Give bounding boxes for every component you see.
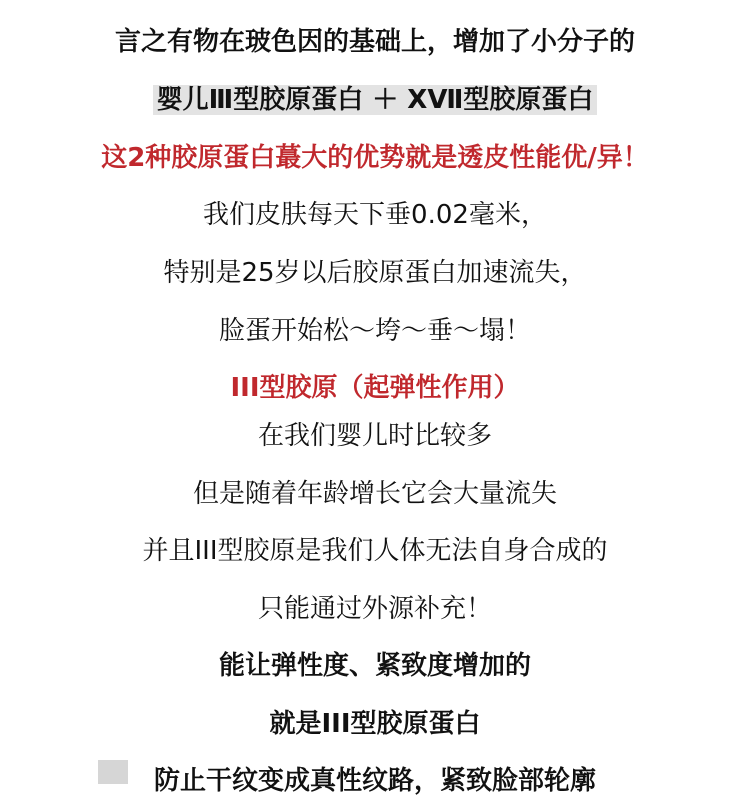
body-line-external-supplement: 只能通过外源补充！ <box>257 594 492 624</box>
emphasis-line-wrinkles: 防止干纹变成真性纹路，紧致脸部轮廓 <box>153 766 596 796</box>
advantage-headline: 这2种胶原蛋白蕞大的优势就是透皮性能优/异！ <box>101 143 649 173</box>
gray-marker <box>98 760 128 784</box>
highlighted-collagen-types: 婴儿Ⅲ型胶原蛋白 ＋ ⅩⅦ型胶原蛋白 <box>153 85 598 115</box>
body-line-age-25: 特别是25岁以后胶原蛋白加速流失， <box>163 258 587 288</box>
collagen-types-line <box>0 82 750 118</box>
body-line-skin-sag: 我们皮肤每天下垂0.02毫米， <box>203 200 547 230</box>
emphasis-line-elasticity: 能让弹性度、紧致度增加的 <box>218 651 531 681</box>
body-line-not-synthesized: 并且III型胶原是我们人体无法自身合成的 <box>142 536 608 566</box>
intro-line: 言之有物在玻色因的基础上，增加了小分子的 <box>114 27 635 57</box>
body-line-face-loose: 脸蛋开始松～垮～垂～塌！ <box>218 316 531 346</box>
body-line-infant: 在我们婴儿时比较多 <box>257 421 492 451</box>
body-line-age-loss: 但是随着年龄增长它会大量流失 <box>192 479 557 509</box>
emphasis-line-type3: 就是III型胶原蛋白 <box>269 709 481 739</box>
type3-heading: III型胶原（起弹性作用） <box>230 373 520 403</box>
